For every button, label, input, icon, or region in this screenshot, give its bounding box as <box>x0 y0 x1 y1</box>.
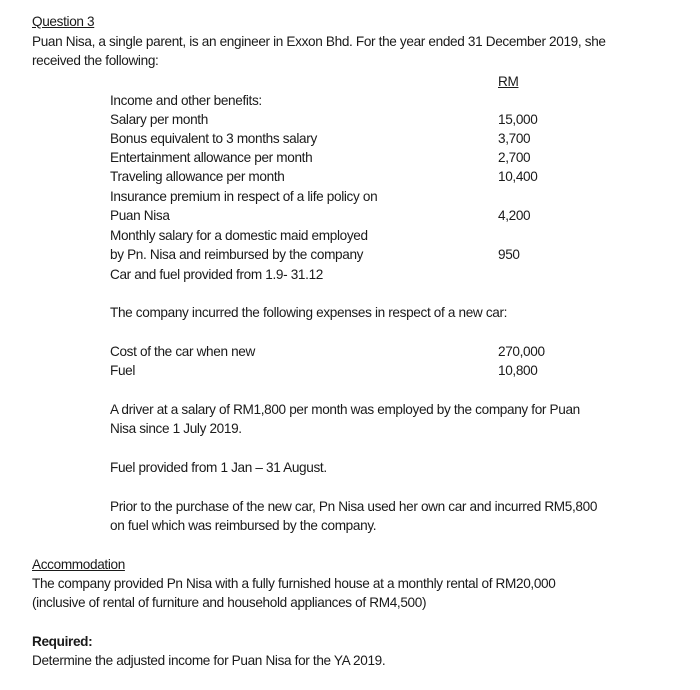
benefit-label: by Pn. Nisa and reimbursed by the company <box>110 247 364 262</box>
benefit-value: 15,000 <box>498 112 538 127</box>
accommodation-line-1: The company provided Pn Nisa with a fully furnished house at a monthly rental of RM20,000 <box>32 576 556 591</box>
car-expense-label: Cost of the car when new <box>110 344 255 359</box>
benefit-label: Car and fuel provided from 1.9- 31.12 <box>110 267 323 282</box>
benefit-value: 10,400 <box>498 169 538 184</box>
car-expense-value: 10,800 <box>498 363 538 378</box>
benefit-label-line1: Insurance premium in respect of a life policy on <box>110 189 378 204</box>
prior-note-line-1: Prior to the purchase of the new car, Pn Nisa used her own car and incurred RM5,800 <box>110 499 598 514</box>
benefit-label: Entertainment allowance per month <box>110 150 313 165</box>
benefit-label: Bonus equivalent to 3 months salary <box>110 131 317 146</box>
benefit-label: Traveling allowance per month <box>110 169 285 184</box>
car-expense-value: 270,000 <box>498 344 545 359</box>
benefit-label: Salary per month <box>110 112 208 127</box>
required-text: Determine the adjusted income for Puan Nisa for the YA 2019. <box>32 653 386 668</box>
benefits-heading: Income and other benefits: <box>110 93 262 108</box>
car-expenses-intro: The company incurred the following expenses in respect of a new car: <box>110 305 508 320</box>
benefit-value: 3,700 <box>498 131 531 146</box>
benefit-label: Puan Nisa <box>110 208 170 223</box>
question-title: Question 3 <box>32 14 95 29</box>
benefit-value: 2,700 <box>498 150 531 165</box>
accommodation-line-2: (inclusive of rental of furniture and household appliances of RM4,500) <box>32 595 427 610</box>
fuel-note: Fuel provided from 1 Jan – 31 August. <box>110 460 327 475</box>
prior-note-line-2: on fuel which was reimbursed by the company. <box>110 518 377 533</box>
currency-header: RM <box>498 74 519 89</box>
benefit-value: 950 <box>498 247 520 262</box>
benefit-value: 4,200 <box>498 208 531 223</box>
benefit-label-line1: Monthly salary for a domestic maid employed <box>110 228 368 243</box>
car-expense-label: Fuel <box>110 363 136 378</box>
required-heading: Required: <box>32 634 93 649</box>
driver-note-line-1: A driver at a salary of RM1,800 per month was employed by the company for Puan <box>110 402 580 417</box>
accommodation-heading: Accommodation <box>32 557 125 572</box>
intro-line-2: received the following: <box>32 53 159 68</box>
intro-line-1: Puan Nisa, a single parent, is an engineer in Exxon Bhd. For the year ended 31 December 2019, she <box>32 34 606 49</box>
driver-note-line-2: Nisa since 1 July 2019. <box>110 421 242 436</box>
